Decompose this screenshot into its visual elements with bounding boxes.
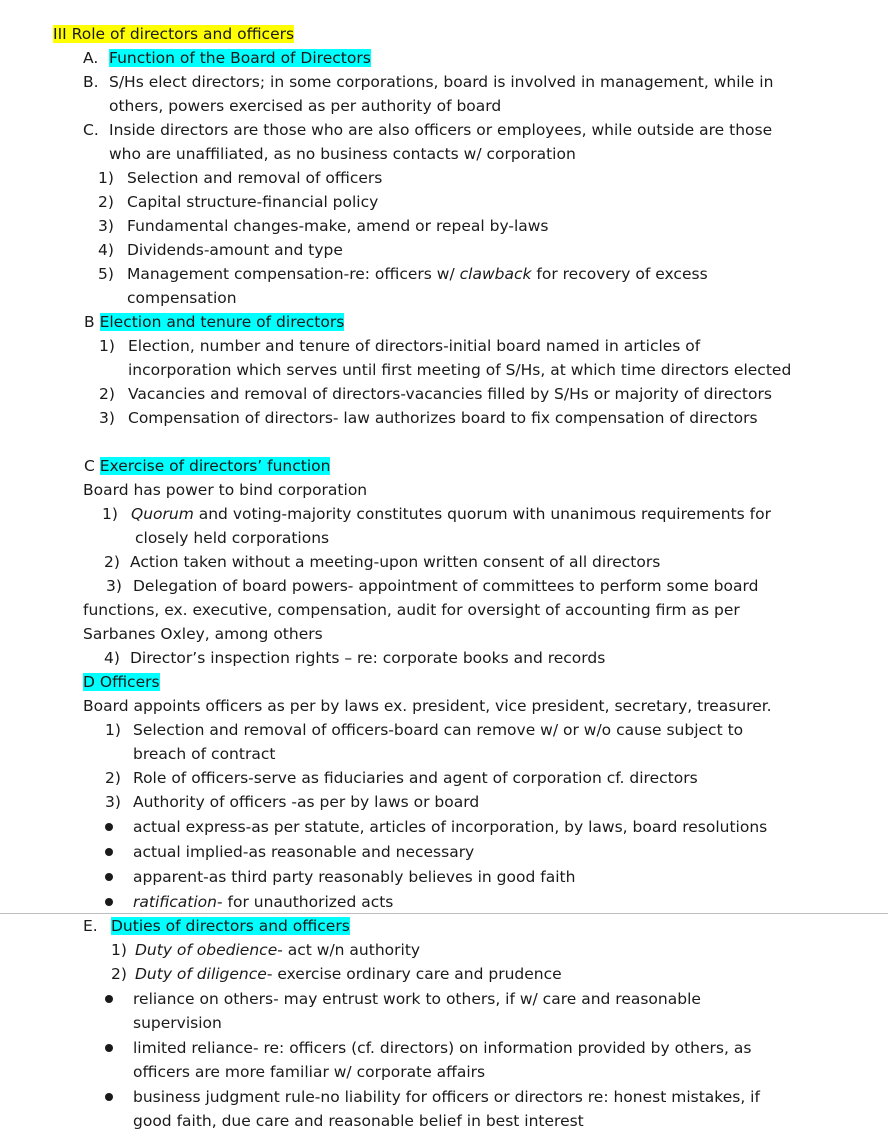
list-item-continuation: closely held corporations — [135, 529, 330, 547]
officers-intro: Board appoints officers as per by laws ex. president, vice president, secretary, treasurer. — [83, 697, 772, 715]
list-item-continuation: Sarbanes Oxley, among others — [83, 625, 323, 643]
bullet-icon — [105, 995, 113, 1003]
bullet-icon — [105, 823, 113, 831]
list-item: Duty of obedience- act w/n authority — [135, 941, 421, 959]
obedience-italic: Duty of obedience — [135, 941, 278, 959]
list-item: Authority of officers -as per by laws or board — [133, 793, 480, 811]
bullet-icon — [105, 1093, 113, 1101]
list-item-number: 1) — [99, 337, 115, 355]
bullet-item: limited reliance- re: officers (cf. directors) on information provided by others, as — [133, 1039, 752, 1057]
bullet-icon — [105, 898, 113, 906]
list-item-number: 4) — [104, 649, 120, 667]
duties-label: E. — [83, 917, 98, 935]
list-item: Selection and removal of officers — [127, 169, 383, 187]
clawback-italic: clawback — [459, 265, 532, 283]
list-item-number: 2) — [104, 553, 120, 571]
sec-b-label: B. — [83, 73, 99, 91]
list-item: Vacancies and removal of directors-vacancies filled by S/Hs or majority of directors — [128, 385, 772, 403]
list-item: Management compensation-re: officers w/ clawback for recovery of excess — [127, 265, 708, 283]
sec-c-label: C. — [83, 121, 99, 139]
list-item-number: 1) — [111, 941, 127, 959]
officers-highlight: D Officers — [83, 673, 160, 691]
sec-c-line1: Inside directors are those who are also officers or employees, while outside are those — [109, 121, 773, 139]
sec-a-heading — [109, 48, 371, 68]
list-item: Fundamental changes-make, amend or repeal by-laws — [127, 217, 549, 235]
election-highlight: Election and tenure of directors — [99, 313, 345, 331]
bullet-item: actual implied-as reasonable and necessary — [133, 843, 475, 861]
bullet-item: ratification- for unauthorized acts — [133, 893, 394, 911]
bullet-icon — [105, 873, 113, 881]
bullet-item: actual express-as per statute, articles of incorporation, by laws, board resolutions — [133, 818, 768, 836]
sec-a-highlight: Function of the Board of Directors — [109, 49, 371, 67]
list-item-continuation: breach of contract — [133, 745, 276, 763]
list-item-number: 1) — [98, 169, 114, 187]
list-item: Compensation of directors- law authorizes board to fix compensation of directors — [128, 409, 758, 427]
sec-c-line2: who are unaffiliated, as no business contacts w/ corporation — [109, 145, 576, 163]
sec-b-line2: others, powers exercised as per authority of board — [109, 97, 502, 115]
officers-heading — [83, 672, 160, 692]
list-item: Director’s inspection rights – re: corporate books and records — [130, 649, 606, 667]
list-item-continuation: compensation — [127, 289, 237, 307]
bullet-icon — [105, 1044, 113, 1052]
list-item-number: 3) — [99, 409, 115, 427]
list-item: Selection and removal of officers-board can remove w/ or w/o cause subject to — [133, 721, 744, 739]
bullet-item-continuation: good faith, due care and reasonable belief in best interest — [133, 1112, 584, 1130]
title-highlight: III Role of directors and officers — [53, 25, 295, 43]
list-item: Election, number and tenure of directors-initial board named in articles of — [128, 337, 701, 355]
list-item-continuation: incorporation which serves until first meeting of S/Hs, at which time directors elected — [128, 361, 792, 379]
list-item-number: 3) — [98, 217, 114, 235]
list-item-number: 4) — [98, 241, 114, 259]
quorum-italic: Quorum — [131, 505, 194, 523]
list-item: Role of officers-serve as fiduciaries and agent of corporation cf. directors — [133, 769, 698, 787]
list-item-number: 2) — [99, 385, 115, 403]
list-item: Quorum and voting-majority constitutes quorum with unanimous requirements for — [131, 505, 771, 523]
list-item: Capital structure-financial policy — [127, 193, 379, 211]
list-item-number: 3) — [105, 793, 121, 811]
list-item-continuation: functions, ex. executive, compensation, audit for oversight of accounting firm as per — [83, 601, 740, 619]
bullet-icon — [105, 848, 113, 856]
sec-b-line1: S/Hs elect directors; in some corporations, board is involved in management, while in — [109, 73, 774, 91]
diligence-italic: Duty of diligence — [135, 965, 267, 983]
duties-highlight: Duties of directors and officers — [111, 917, 350, 935]
list-item-number: 1) — [102, 505, 118, 523]
page-break-divider — [0, 913, 888, 914]
list-item-number: 2) — [98, 193, 114, 211]
sec-a-label: A. — [83, 49, 99, 67]
bullet-item-continuation: supervision — [133, 1014, 222, 1032]
list-item: Dividends-amount and type — [127, 241, 343, 259]
section-title — [53, 24, 294, 44]
list-item-number: 5) — [98, 265, 114, 283]
list-item: Duty of diligence- exercise ordinary care and prudence — [135, 965, 562, 983]
exercise-heading: C Exercise of directors’ function — [84, 457, 331, 475]
list-item-number: 2) — [105, 769, 121, 787]
list-item-number: 3) — [106, 577, 122, 595]
election-heading: B Election and tenure of directors — [84, 313, 345, 331]
duties-heading — [111, 916, 350, 936]
bullet-item: reliance on others- may entrust work to others, if w/ care and reasonable — [133, 990, 701, 1008]
exercise-intro: Board has power to bind corporation — [83, 481, 368, 499]
list-item: Action taken without a meeting-upon written consent of all directors — [130, 553, 661, 571]
list-item: Delegation of board powers- appointment of committees to perform some board — [133, 577, 759, 595]
bullet-item: apparent-as third party reasonably believes in good faith — [133, 868, 576, 886]
exercise-highlight: Exercise of directors’ function — [99, 457, 331, 475]
ratification-italic: ratification — [133, 893, 217, 911]
list-item-number: 1) — [105, 721, 121, 739]
bullet-item: business judgment rule-no liability for officers or directors re: honest mistakes, if — [133, 1088, 760, 1106]
bullet-item-continuation: officers are more familiar w/ corporate affairs — [133, 1063, 486, 1081]
list-item-number: 2) — [111, 965, 127, 983]
